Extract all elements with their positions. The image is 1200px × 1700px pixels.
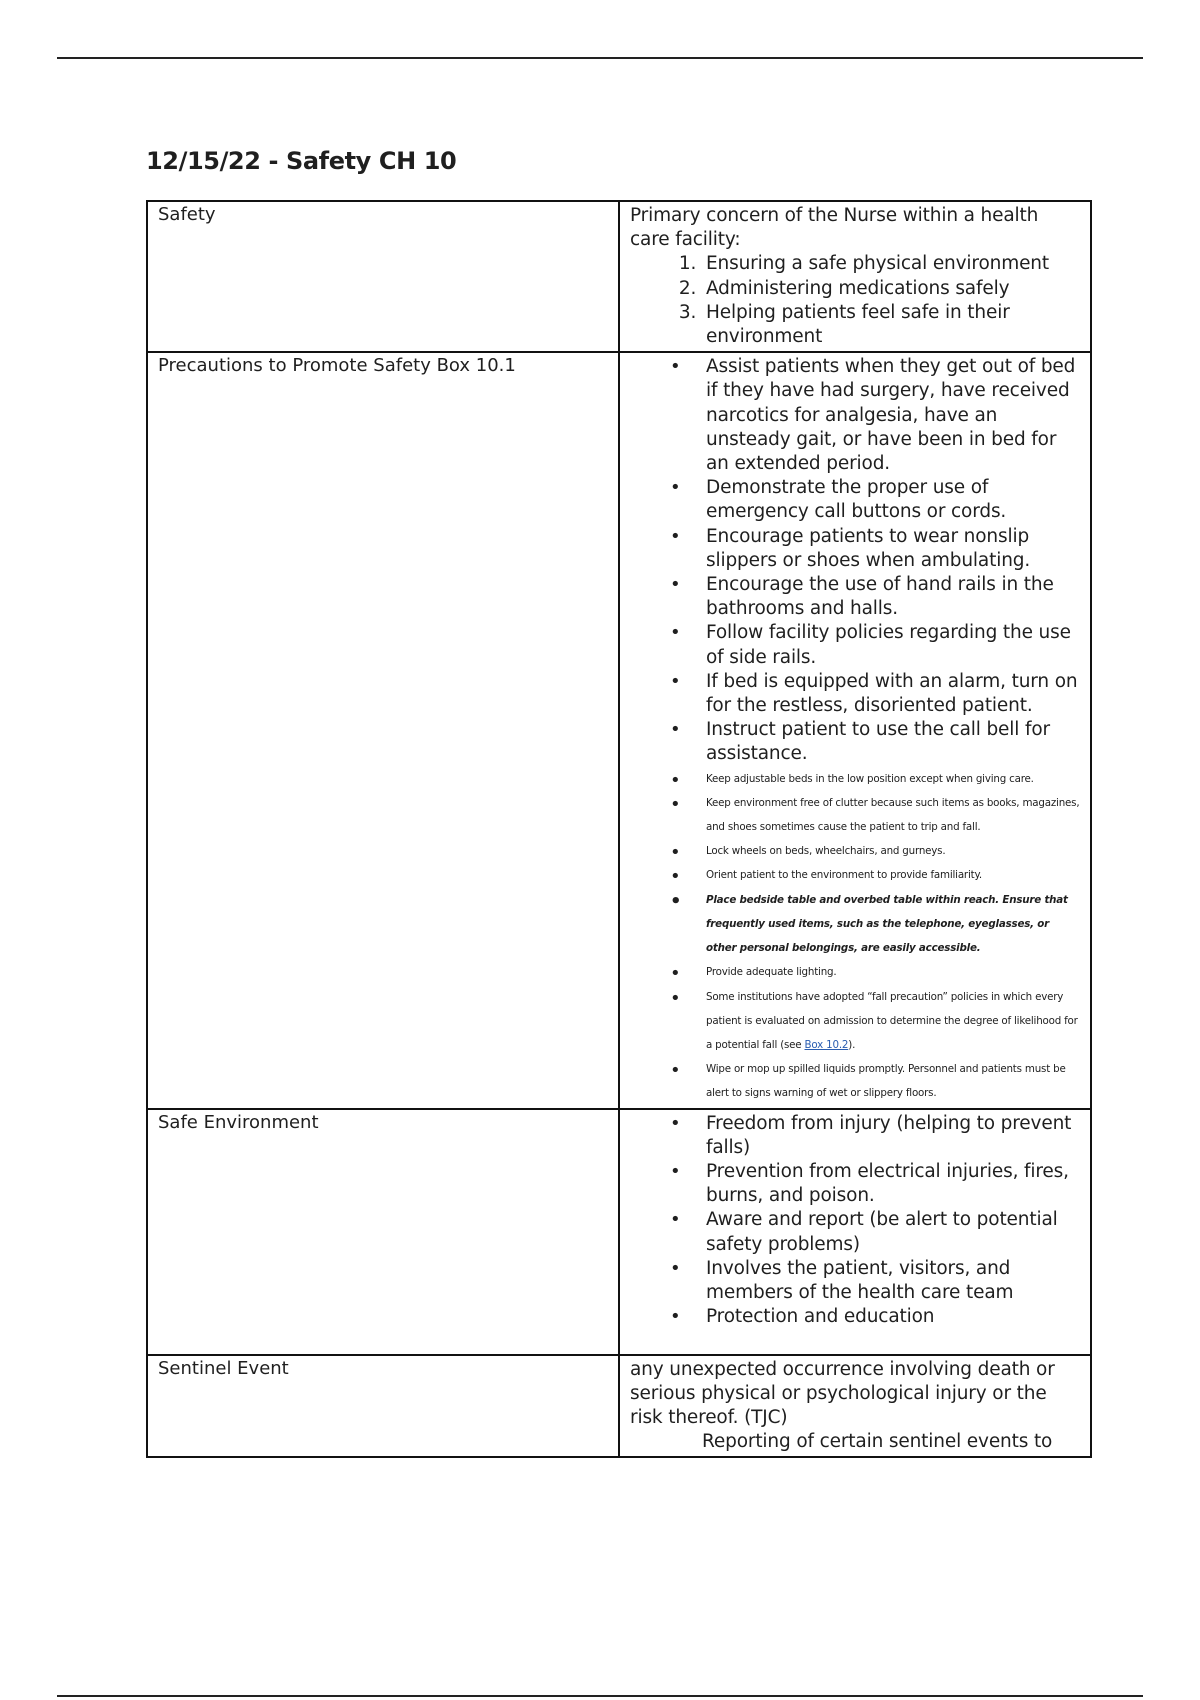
list-item: • Encourage patients to wear nonslip slippers or shoes when ambulating. xyxy=(702,525,1080,573)
term-cell: Safe Environment xyxy=(147,1109,619,1355)
footer-rule xyxy=(57,1695,1143,1697)
list-item: • Follow facility policies regarding the use of side rails. xyxy=(702,621,1080,669)
list-item: • Place bedside table and overbed table within reach. Ensure that frequently used items, such as the telephone, eyeglasses, or other personal belongings, are easily accessible. xyxy=(702,888,1080,961)
list-item: • Lock wheels on beds, wheelchairs, and gurneys. xyxy=(702,839,1080,863)
definition-intro: Primary concern of the Nurse within a health care facility: xyxy=(630,205,1039,251)
term-cell: Safety xyxy=(147,201,619,352)
list-item: • Assist patients when they get out of bed if they have had surgery, have received narcotics for analgesia, have an unsteady gait, or have been in bed for an extended period. xyxy=(702,355,1080,476)
definition-cell xyxy=(619,1109,1091,1355)
table-row xyxy=(147,352,1091,1108)
table-row xyxy=(147,1109,1091,1355)
list-item: • Keep environment free of clutter because such items as books, magazines, and shoes sometimes cause the patient to trip and fall. xyxy=(702,791,1080,839)
list-item: 3. Helping patients feel safe in their environment xyxy=(702,301,1080,349)
list-item: • Involves the patient, visitors, and members of the health care team xyxy=(702,1257,1080,1305)
table-row xyxy=(147,201,1091,352)
list-item: • Protection and education xyxy=(702,1305,1080,1329)
list-item: • Wipe or mop up spilled liquids promptly. Personnel and patients must be alert to signs warning of wet or slippery floors. xyxy=(702,1057,1080,1105)
list-item: • If bed is equipped with an alarm, turn on for the restless, disoriented patient. xyxy=(702,670,1080,718)
list-item: • Freedom from injury (helping to prevent falls) xyxy=(702,1112,1080,1160)
list-item: 1. Ensuring a safe physical environment xyxy=(702,252,1080,276)
fall-precaution-text: Some institutions have adopted “fall precaution” policies in which every patient is evaluated on admission to determine the degree of likelihood for a potential fall (see xyxy=(706,990,1078,1051)
list-item: 2. Administering medications safely xyxy=(702,277,1080,301)
small-bullet-list xyxy=(630,767,1080,1106)
page-title: 12/15/22 - Safety CH 10 xyxy=(146,147,457,175)
list-item xyxy=(702,985,1080,1058)
header-rule xyxy=(57,57,1143,59)
list-item: • Aware and report (be alert to potential safety problems) xyxy=(702,1208,1080,1256)
table-row xyxy=(147,1355,1091,1458)
definition-continuation: Reporting of certain sentinel events to xyxy=(702,1431,1053,1453)
definition-cell xyxy=(619,1355,1091,1458)
numbered-list xyxy=(630,252,1080,349)
definition-text: any unexpected occurrence involving death or serious physical or psychological injury or the risk thereof. (TJC) xyxy=(630,1358,1055,1428)
list-item: • Prevention from electrical injuries, fires, burns, and poison. xyxy=(702,1160,1080,1208)
notes-table xyxy=(146,200,1092,1458)
list-item: • Encourage the use of hand rails in the bathrooms and halls. xyxy=(702,573,1080,621)
fall-precaution-text-end: ). xyxy=(848,1038,856,1051)
definition-cell xyxy=(619,201,1091,352)
bullet-list xyxy=(630,1112,1080,1330)
list-item: • Provide adequate lighting. xyxy=(702,960,1080,984)
bullet-list xyxy=(630,355,1080,766)
box-10-2-link[interactable]: Box 10.2 xyxy=(804,1038,849,1051)
list-item: • Instruct patient to use the call bell for assistance. xyxy=(702,718,1080,766)
list-item: • Demonstrate the proper use of emergency call buttons or cords. xyxy=(702,476,1080,524)
list-item: • Orient patient to the environment to provide familiarity. xyxy=(702,863,1080,887)
term-cell: Sentinel Event xyxy=(147,1355,619,1458)
list-item: • Keep adjustable beds in the low position except when giving care. xyxy=(702,767,1080,791)
definition-cell xyxy=(619,352,1091,1108)
term-cell: Precautions to Promote Safety Box 10.1 xyxy=(147,352,619,1108)
